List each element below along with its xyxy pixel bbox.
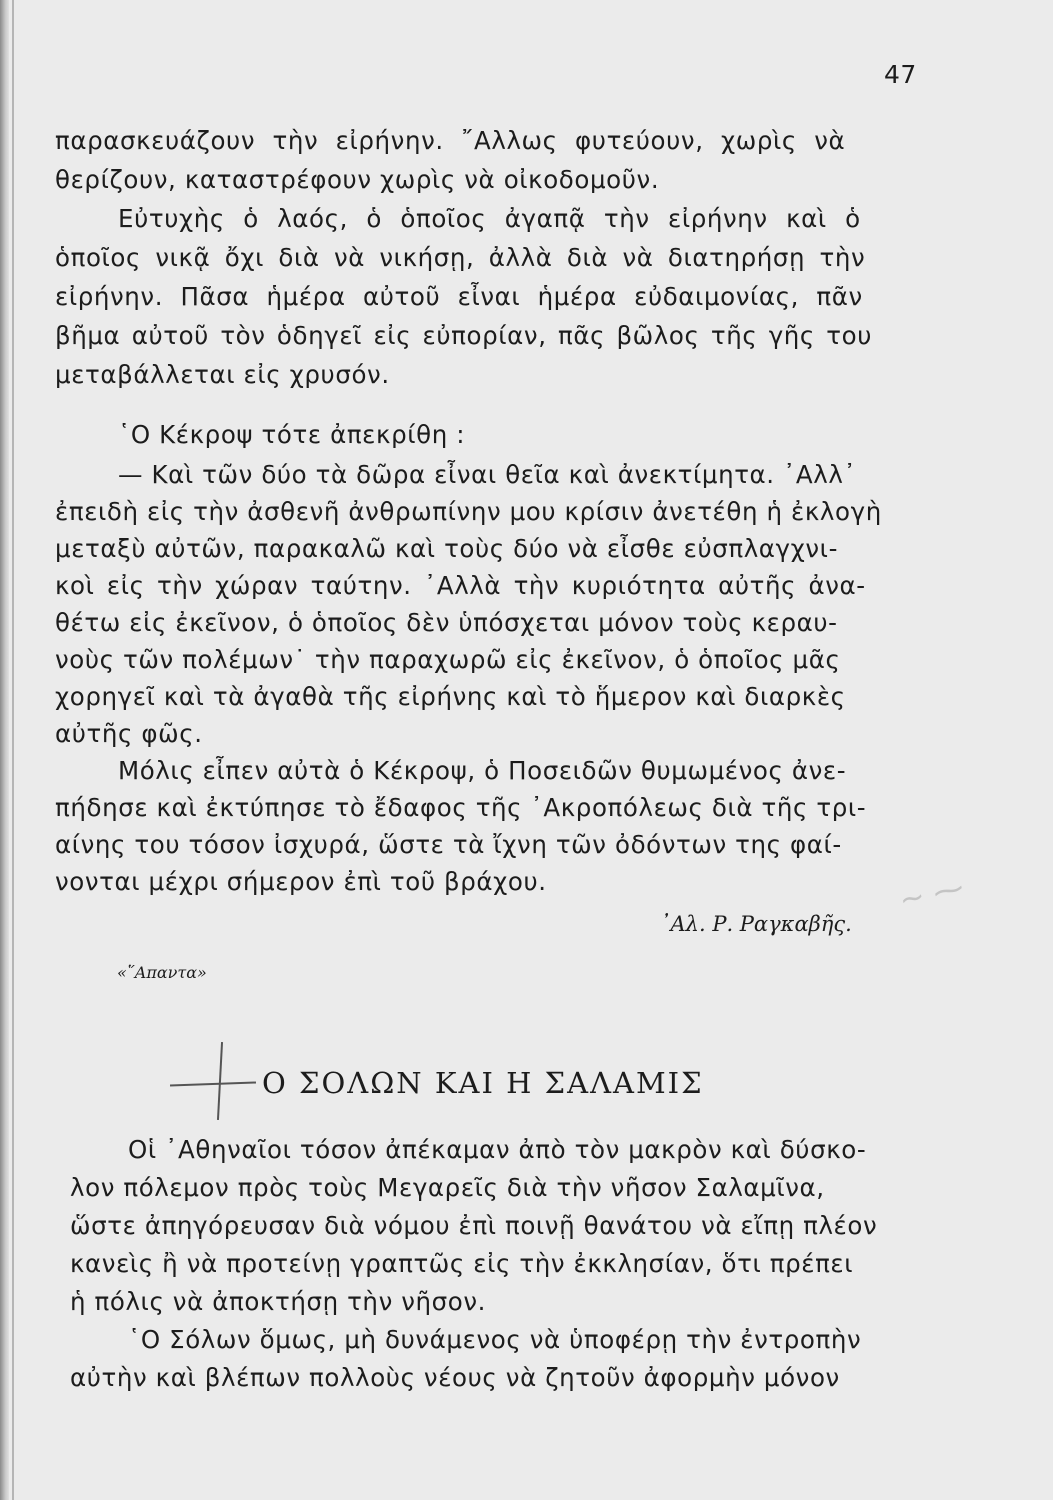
text-line: νονται μέχρι σήμερον ἐπὶ τοῦ βράχου. xyxy=(55,867,547,896)
text-line: κοὶ εἰς τὴν χώραν ταύτην. ᾿Αλλὰ τὴν κυριότητα αὐτῆς ἀνα- xyxy=(55,571,866,600)
pencil-cross-mark-vertical xyxy=(217,1042,223,1120)
page-edge-shadow xyxy=(0,0,9,1500)
text-line: εἰρήνην. Πᾶσα ἡμέρα αὐτοῦ εἶναι ἡμέρα εὐδαιμονίας, πᾶν xyxy=(55,282,863,311)
text-line: Εὐτυχὴς ὁ λαός, ὁ ὁποῖος ἀγαπᾷ τὴν εἰρήνην καὶ ὁ xyxy=(118,204,861,233)
text-line: Οἱ ᾿Αθηναῖοι τόσον ἀπέκαμαν ἀπὸ τὸν μακρὸν καὶ δύσκο- xyxy=(128,1135,867,1164)
text-line: αὐτῆς φῶς. xyxy=(55,719,203,748)
section-title: Ο ΣΟΛΩΝ ΚΑΙ Η ΣΑΛΑΜΙΣ xyxy=(262,1066,704,1100)
text-line: μεταβάλλεται εἰς χρυσόν. xyxy=(55,360,390,389)
text-line: Μόλις εἶπεν αὐτὰ ὁ Κέκροψ, ὁ Ποσειδῶν θυμωμένος ἀνε- xyxy=(118,756,847,785)
text-line: αίνης του τόσον ἰσχυρά, ὥστε τὰ ἴχνη τῶν ὀδόντων της φαί- xyxy=(55,830,842,859)
text-line: λον πόλεμον πρὸς τοὺς Μεγαρεῖς διὰ τὴν νῆσον Σαλαμῖνα, xyxy=(70,1173,825,1202)
page-edge-line xyxy=(12,0,14,1500)
text-line: — Καὶ τῶν δύο τὰ δῶρα εἶναι θεῖα καὶ ἀνεκτίμητα. ᾿Αλλ᾿ xyxy=(118,460,857,489)
text-line: θερίζουν, καταστρέφουν χωρὶς νὰ οἰκοδομοῦν. xyxy=(55,165,660,194)
text-line: βῆμα αὐτοῦ τὸν ὁδηγεῖ εἰς εὐπορίαν, πᾶς βῶλος τῆς γῆς του xyxy=(55,321,873,350)
pencil-marking: ~ ⁓ xyxy=(896,870,967,919)
text-line: πήδησε καὶ ἐκτύπησε τὸ ἔδαφος τῆς ᾿Ακροπόλεως διὰ τῆς τρι- xyxy=(55,793,867,822)
text-line: ἐπειδὴ εἰς τὴν ἀσθενῆ ἀνθρωπίνην μου κρίσιν ἀνετέθη ἡ ἐκλογὴ xyxy=(55,497,882,526)
text-line: ῾Ο Σόλων ὅμως, μὴ δυνάμενος νὰ ὑποφέρῃ τὴν ἐντροπὴν xyxy=(128,1325,862,1354)
text-line: κανεὶς ἢ νὰ προτείνῃ γραπτῶς εἰς τὴν ἐκκλησίαν, ὅτι πρέπει xyxy=(70,1249,854,1278)
author-signature: ᾿Αλ. Ρ. Ραγκαβῆς. xyxy=(660,912,852,936)
text-line: χορηγεῖ καὶ τὰ ἀγαθὰ τῆς εἰρήνης καὶ τὸ ἥμερον καὶ διαρκὲς xyxy=(55,682,846,711)
text-line: ὁποῖος νικᾷ ὄχι διὰ νὰ νικήσῃ, ἀλλὰ διὰ νὰ διατηρήσῃ τὴν xyxy=(55,243,866,272)
text-line: θέτω εἰς ἐκεῖνον, ὁ ὁποῖος δὲν ὑπόσχεται μόνον τοὺς κεραυ- xyxy=(55,608,838,637)
text-line: παρασκευάζουν τὴν εἰρήνην. ῎Αλλως φυτεύουν, χωρὶς νὰ xyxy=(55,126,846,155)
text-line: ὥστε ἀπηγόρευσαν διὰ νόμου ἐπὶ ποινῇ θανάτου νὰ εἴπῃ πλέον xyxy=(70,1211,878,1240)
text-line: νοὺς τῶν πολέμων˙ τὴν παραχωρῶ εἰς ἐκεῖνον, ὁ ὁποῖος μᾶς xyxy=(55,645,841,674)
text-line: μεταξὺ αὐτῶν, παρακαλῶ καὶ τοὺς δύο νὰ εἶσθε εὐσπλαγχνι- xyxy=(55,534,839,563)
page-number: 47 xyxy=(884,60,917,89)
pencil-cross-mark xyxy=(170,1081,256,1086)
source-citation: «῞Απαντα» xyxy=(117,963,207,982)
text-line: ἡ πόλις νὰ ἀποκτήσῃ τὴν νῆσον. xyxy=(70,1287,487,1316)
text-line: ῾Ο Κέκροψ τότε ἀπεκρίθη : xyxy=(118,420,466,449)
text-line: αὐτὴν καὶ βλέπων πολλοὺς νέους νὰ ζητοῦν ἀφορμὴν μόνον xyxy=(70,1363,840,1392)
